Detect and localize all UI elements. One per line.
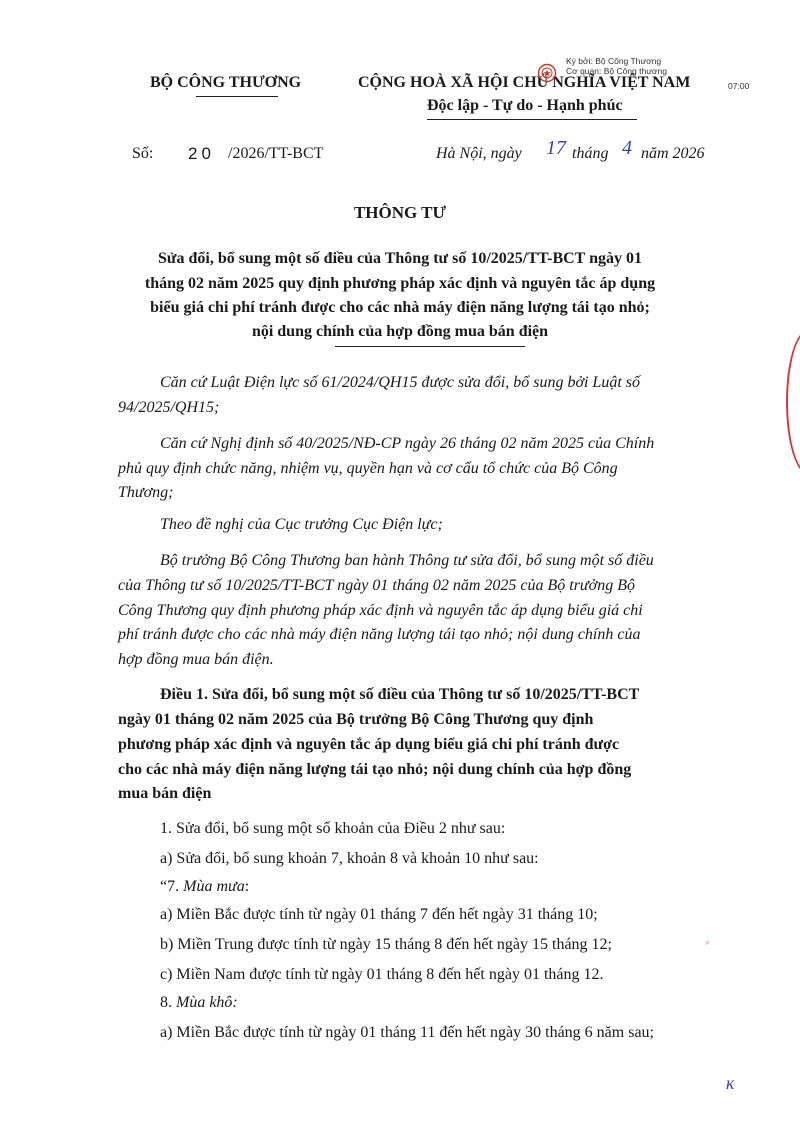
preamble-line: Căn cứ Nghị định số 40/2025/NĐ-CP ngày 26 tháng 02 năm 2025 của Chính xyxy=(160,435,655,452)
article-heading-line: phương pháp xác định và nguyên tắc áp dụng biểu giá chi phí tránh được xyxy=(118,736,620,753)
article-heading-line: Điều 1. Sửa đổi, bổ sung một số điều của Thông tư số 10/2025/TT-BCT xyxy=(160,686,640,703)
doc-number-label: Số: xyxy=(132,145,154,162)
seal-icon xyxy=(537,63,557,83)
preamble-line: phủ quy định chức năng, nhiệm vụ, quyền hạn và cơ cấu tổ chức của Bộ Công xyxy=(118,460,618,477)
clause-8-heading xyxy=(160,994,238,1012)
subject-underline xyxy=(335,346,525,347)
motto-underline xyxy=(427,119,637,120)
signature-agency: Cơ quan: Bộ Công thương xyxy=(566,66,667,76)
preamble-line: Bộ trưởng Bộ Công Thương ban hành Thông tư sửa đổi, bổ sung một số điều xyxy=(160,552,654,569)
subject-line: biểu giá chi phí tránh được cho các nhà máy điện năng lượng tái tạo nhỏ; xyxy=(150,299,650,316)
doc-number-value: 20 xyxy=(188,144,215,163)
ministry-name: BỘ CÔNG THƯƠNG xyxy=(150,74,302,91)
clause-item-1a: a) Sửa đổi, bổ sung khoản 7, khoản 8 và khoản 10 như sau: xyxy=(160,850,539,867)
subject-line: nội dung chính của hợp đồng mua bán điện xyxy=(251,323,549,340)
article-heading-line: cho các nhà máy điện năng lượng tái tạo nhỏ; nội dung chính của hợp đồng xyxy=(118,761,632,778)
clause-item-1: 1. Sửa đổi, bổ sung một số khoản của Điều 2 như sau: xyxy=(160,820,506,837)
handwritten-day: 17 xyxy=(546,137,566,159)
clause-8-number: 8. xyxy=(160,994,172,1011)
preamble-line: phí tránh được cho các nhà máy điện năng lượng tái tạo nhỏ; nội dung chính của xyxy=(118,626,641,643)
clause-7a: a) Miền Bắc được tính từ ngày 01 tháng 7 đến hết ngày 31 tháng 10; xyxy=(160,906,598,923)
stray-mark: ⸗ xyxy=(705,935,710,950)
place-date-prefix: Hà Nội, ngày xyxy=(436,145,522,162)
preamble-line: Theo đề nghị của Cục trưởng Cục Điện lực; xyxy=(160,516,443,533)
clause-7-colon: : xyxy=(244,878,250,895)
clause-7b: b) Miền Trung được tính từ ngày 15 tháng 8 đến hết ngày 15 tháng 12; xyxy=(160,936,612,953)
subject-line: tháng 02 năm 2025 quy định phương pháp xác định và nguyên tắc áp dụng xyxy=(144,275,656,292)
article-heading-line: ngày 01 tháng 02 năm 2025 của Bộ trưởng Bộ Công Thương quy định xyxy=(118,711,594,728)
handwritten-month: 4 xyxy=(622,137,632,159)
red-seal-edge xyxy=(786,330,800,474)
clause-8a: a) Miền Bắc được tính từ ngày 01 tháng 11 đến hết ngày 30 tháng 6 năm sau; xyxy=(160,1024,654,1041)
subject-line: Sửa đổi, bổ sung một số điều của Thông tư số 10/2025/TT-BCT ngày 01 xyxy=(158,250,642,267)
preamble-line: Công Thương quy định phương pháp xác định và nguyên tắc áp dụng biểu giá chi xyxy=(118,602,643,619)
clause-7-heading xyxy=(160,878,249,896)
national-motto: Độc lập - Tự do - Hạnh phúc xyxy=(427,97,623,114)
preamble-line: Căn cứ Luật Điện lực số 61/2024/QH15 được sửa đổi, bổ sung bởi Luật số xyxy=(160,374,640,391)
document-type-title: THÔNG TƯ xyxy=(353,203,447,222)
country-name: CỘNG HOÀ XÃ HỘI CHỦ NGHĨA VIỆT NAM xyxy=(358,74,691,91)
clause-7-title: Mùa mưa xyxy=(183,878,245,895)
signature-time: 07:00 xyxy=(728,81,750,91)
article-heading-line: mua bán điện xyxy=(118,785,212,802)
place-date-year: năm 2026 xyxy=(641,145,705,162)
doc-number-code: /2026/TT-BCT xyxy=(228,145,324,162)
ministry-underline xyxy=(196,96,278,97)
preamble-line: hợp đồng mua bán điện. xyxy=(118,651,274,668)
clause-7-number: “7. xyxy=(160,878,180,895)
place-date-month-label: tháng xyxy=(572,145,609,162)
preamble-line: Thương; xyxy=(118,484,174,501)
clause-7c: c) Miền Nam được tính từ ngày 01 tháng 8 đến hết ngày 01 tháng 12. xyxy=(160,966,604,983)
preamble-line: 94/2025/QH15; xyxy=(118,399,220,416)
handwritten-initial: ĸ xyxy=(726,1073,734,1093)
signature-signer: Ký bởi: Bộ Công Thương xyxy=(566,56,662,66)
preamble-line: của Thông tư số 10/2025/TT-BCT ngày 01 tháng 02 năm 2025 của Bộ trưởng Bộ xyxy=(118,577,635,594)
clause-8-title: Mùa khô: xyxy=(176,994,238,1011)
